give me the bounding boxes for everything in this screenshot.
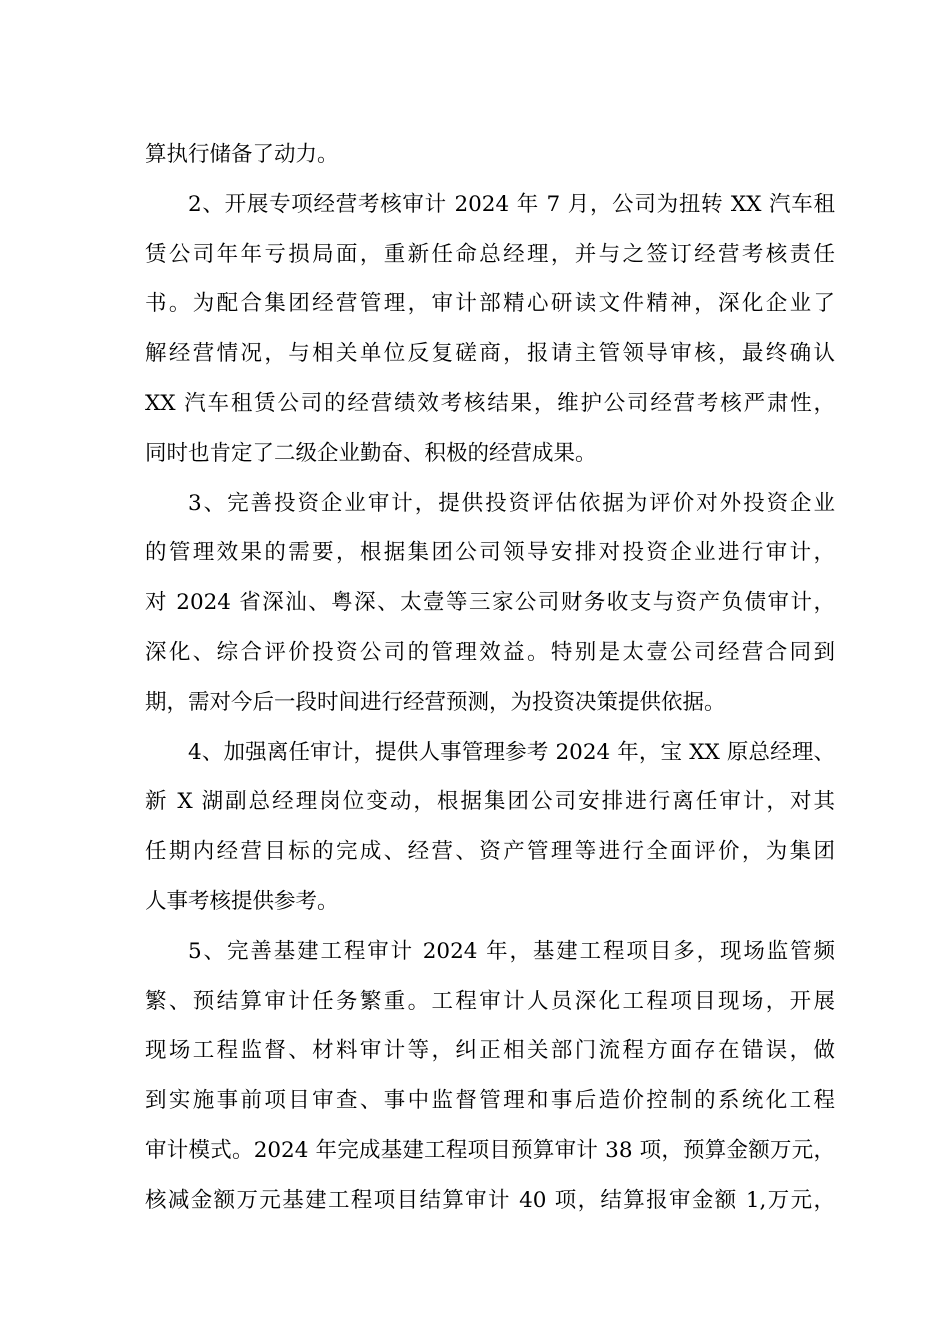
document-body bbox=[145, 130, 835, 1226]
text-line: 对 2024 省深汕、粤深、太壹等三家公司财务收支与资产负债审计， bbox=[145, 590, 835, 616]
text-line: 现场工程监督、材料审计等，纠正相关部门流程方面存在错误，做 bbox=[145, 1038, 835, 1064]
paragraph-4-start: 4、加强离任审计，提供人事管理参考 2024 年，宝 XX 原总经理、 bbox=[188, 739, 835, 765]
text-line: 深化、综合评价投资公司的管理效益。特别是太壹公司经营合同到 bbox=[145, 639, 835, 665]
paragraph-2-start: 2、开展专项经营考核审计 2024 年 7 月，公司为扭转 XX 汽车租 bbox=[188, 191, 835, 217]
text-line: 期，需对今后一段时间进行经营预测，为投资决策提供依据。 bbox=[145, 689, 726, 715]
text-line: 繁、预结算审计任务繁重。工程审计人员深化工程项目现场，开展 bbox=[145, 988, 835, 1014]
text-line: 审计模式。2024 年完成基建工程项目预算审计 38 项，预算金额万元， bbox=[145, 1137, 835, 1163]
text-line: 书。为配合集团经营管理，审计部精心研读文件精神，深化企业了 bbox=[145, 291, 835, 317]
text-line: 核减金额万元基建工程项目结算审计 40 项，结算报审金额 1,万元， bbox=[145, 1187, 835, 1213]
text-line: 赁公司年年亏损局面，重新任命总经理，并与之签订经营考核责任 bbox=[145, 241, 835, 267]
text-line: 同时也肯定了二级企业勤奋、积极的经营成果。 bbox=[145, 440, 597, 466]
text-line: 任期内经营目标的完成、经营、资产管理等进行全面评价，为集团 bbox=[145, 839, 835, 865]
paragraph-3-start: 3、完善投资企业审计，提供投资评估依据为评价对外投资企业 bbox=[188, 490, 835, 516]
text-line: 解经营情况，与相关单位反复磋商，报请主管领导审核，最终确认 bbox=[145, 341, 835, 367]
paragraph-5-start: 5、完善基建工程审计 2024 年，基建工程项目多，现场监管频 bbox=[188, 938, 835, 964]
text-line: 到实施事前项目审查、事中监督管理和事后造价控制的系统化工程 bbox=[145, 1088, 835, 1114]
text-line: 算执行储备了动力。 bbox=[145, 142, 339, 167]
text-line: 新 X 湖副总经理岗位变动，根据集团公司安排进行离任审计，对其 bbox=[145, 789, 835, 815]
text-line: 人事考核提供参考。 bbox=[145, 888, 339, 914]
text-line: XX 汽车租赁公司的经营绩效考核结果，维护公司经营考核严肃性， bbox=[145, 390, 835, 416]
text-line: 的管理效果的需要，根据集团公司领导安排对投资企业进行审计， bbox=[145, 540, 835, 566]
